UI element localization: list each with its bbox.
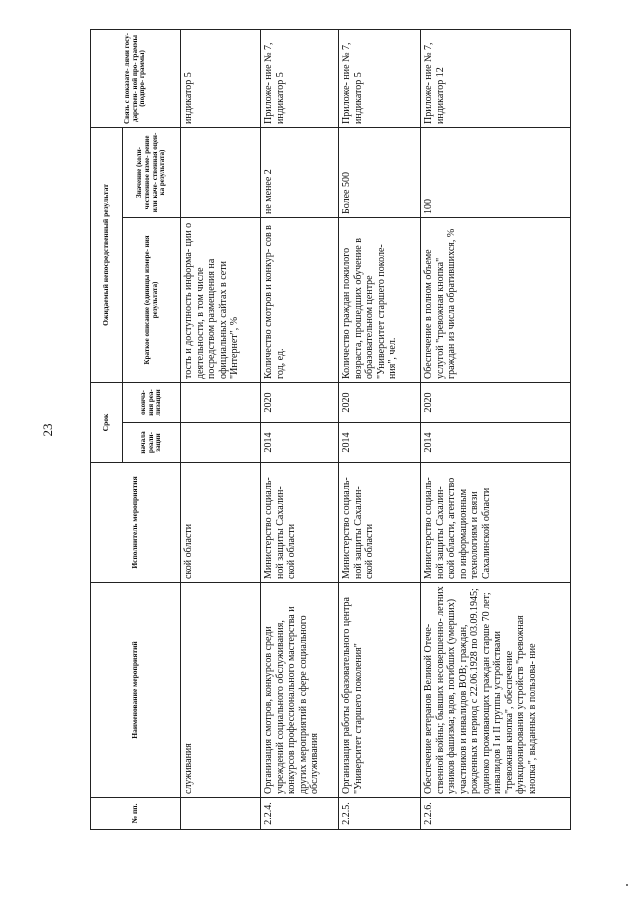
- row-end: 2020: [421, 382, 571, 422]
- row-link: индикатор 5: [181, 29, 261, 127]
- row-name: Организация смотров, конкурсов среди учреждений социального обслуживания, конкурсов профессионального мастерства и других мероприятий в сфере социального обслуживания: [261, 583, 339, 798]
- header-term: Срок: [91, 382, 123, 462]
- row-num: 2.2.6.: [421, 798, 571, 830]
- row-desc: Количество смотров и конкур- сов в год, ед.: [261, 217, 339, 382]
- row-value: 100: [421, 127, 571, 217]
- row-desc: Количество граждан пожилого возраста, прошедших обучение в образовательном центре "Университет старшего поколе- ния", чел.: [339, 217, 421, 382]
- measures-table: [90, 29, 571, 830]
- row-name: Организация работы образовательного центра "Университет старшего поколения": [339, 583, 421, 798]
- table-row: [261, 29, 339, 829]
- table-row: [339, 29, 421, 829]
- row-link: Приложе- ние № 7, индикатор 5: [261, 29, 339, 127]
- header-expected-value: Значение (коли- чественное изме- рение или каче- ственная оцен- ка результата): [123, 127, 181, 217]
- row-num: 2.2.5.: [339, 798, 421, 830]
- row-executor: Министерство социаль- ной защиты Сахалин- ской области: [339, 463, 421, 583]
- table-row: [421, 29, 571, 829]
- row-link: Приложе- ние № 7, индикатор 12: [421, 29, 571, 127]
- page-number: 23: [40, 423, 55, 437]
- header-expected-desc: Краткое описание (единицы измере- ния результата): [123, 217, 181, 382]
- rotated-table-wrapper: [90, 30, 570, 830]
- header-term-end: оконча- ния реа- лизации: [123, 382, 181, 422]
- row-executor: Министерство социаль- ной защиты Сахалин- ской области: [261, 463, 339, 583]
- header-name: Наименование мероприятий: [91, 583, 181, 798]
- row-link: Приложе- ние № 7, индикатор 5: [339, 29, 421, 127]
- row-end: 2020: [339, 382, 421, 422]
- row-num: [181, 798, 261, 830]
- row-start: [181, 423, 261, 463]
- row-start: 2014: [421, 423, 571, 463]
- table-row: [181, 29, 261, 829]
- row-start: 2014: [261, 423, 339, 463]
- row-desc: Обеспечение в полном объеме услугой "тревожная кнопка" граждан из числа обратившихся, %: [421, 217, 571, 382]
- row-value: не менее 2: [261, 127, 339, 217]
- header-row-1: [91, 29, 123, 829]
- row-num: 2.2.4.: [261, 798, 339, 830]
- row-end: [181, 382, 261, 422]
- header-link: Связь с показате- лями госу- дарствен- ной про- граммы (подпро- граммы): [91, 29, 181, 127]
- row-start: 2014: [339, 423, 421, 463]
- row-value: Более 500: [339, 127, 421, 217]
- header-expected: Ожидаемый непосредственный результат: [91, 127, 123, 382]
- row-executor: Министерство социаль- ной защиты Сахалин- ской области, агентство по информационным технологиям и связи Сахалинской области: [421, 463, 571, 583]
- row-end: 2020: [261, 382, 339, 422]
- header-term-start: начала реали- зации: [123, 423, 181, 463]
- row-name: Обеспечение ветеранов Великой Отече- ственной войны; бывших несовершенно- летних узников фашизма; вдов, погибших (умерших) участников и инвалидов ВОВ; граждан, рожденных в период с 22.06.1928 по 03.09.1945; одиноко проживающих граждан старше 70 лет; инвалидов I и II группы устройствами "тревожная кнопка", обеспечение функционирования устройств "тревожная кнопка", выданных в пользова- ние: [421, 583, 571, 798]
- row-value: [181, 127, 261, 217]
- header-num: № пп.: [91, 798, 181, 830]
- scan-speck: [626, 884, 628, 886]
- row-desc: тость и доступность информа- ции о деятельности, в том числе посредством размещения на официальных сайтах в сети "Интернет", %: [181, 217, 261, 382]
- row-name: служивания: [181, 583, 261, 798]
- header-executor: Исполнитель мероприятия: [91, 463, 181, 583]
- row-executor: ской области: [181, 463, 261, 583]
